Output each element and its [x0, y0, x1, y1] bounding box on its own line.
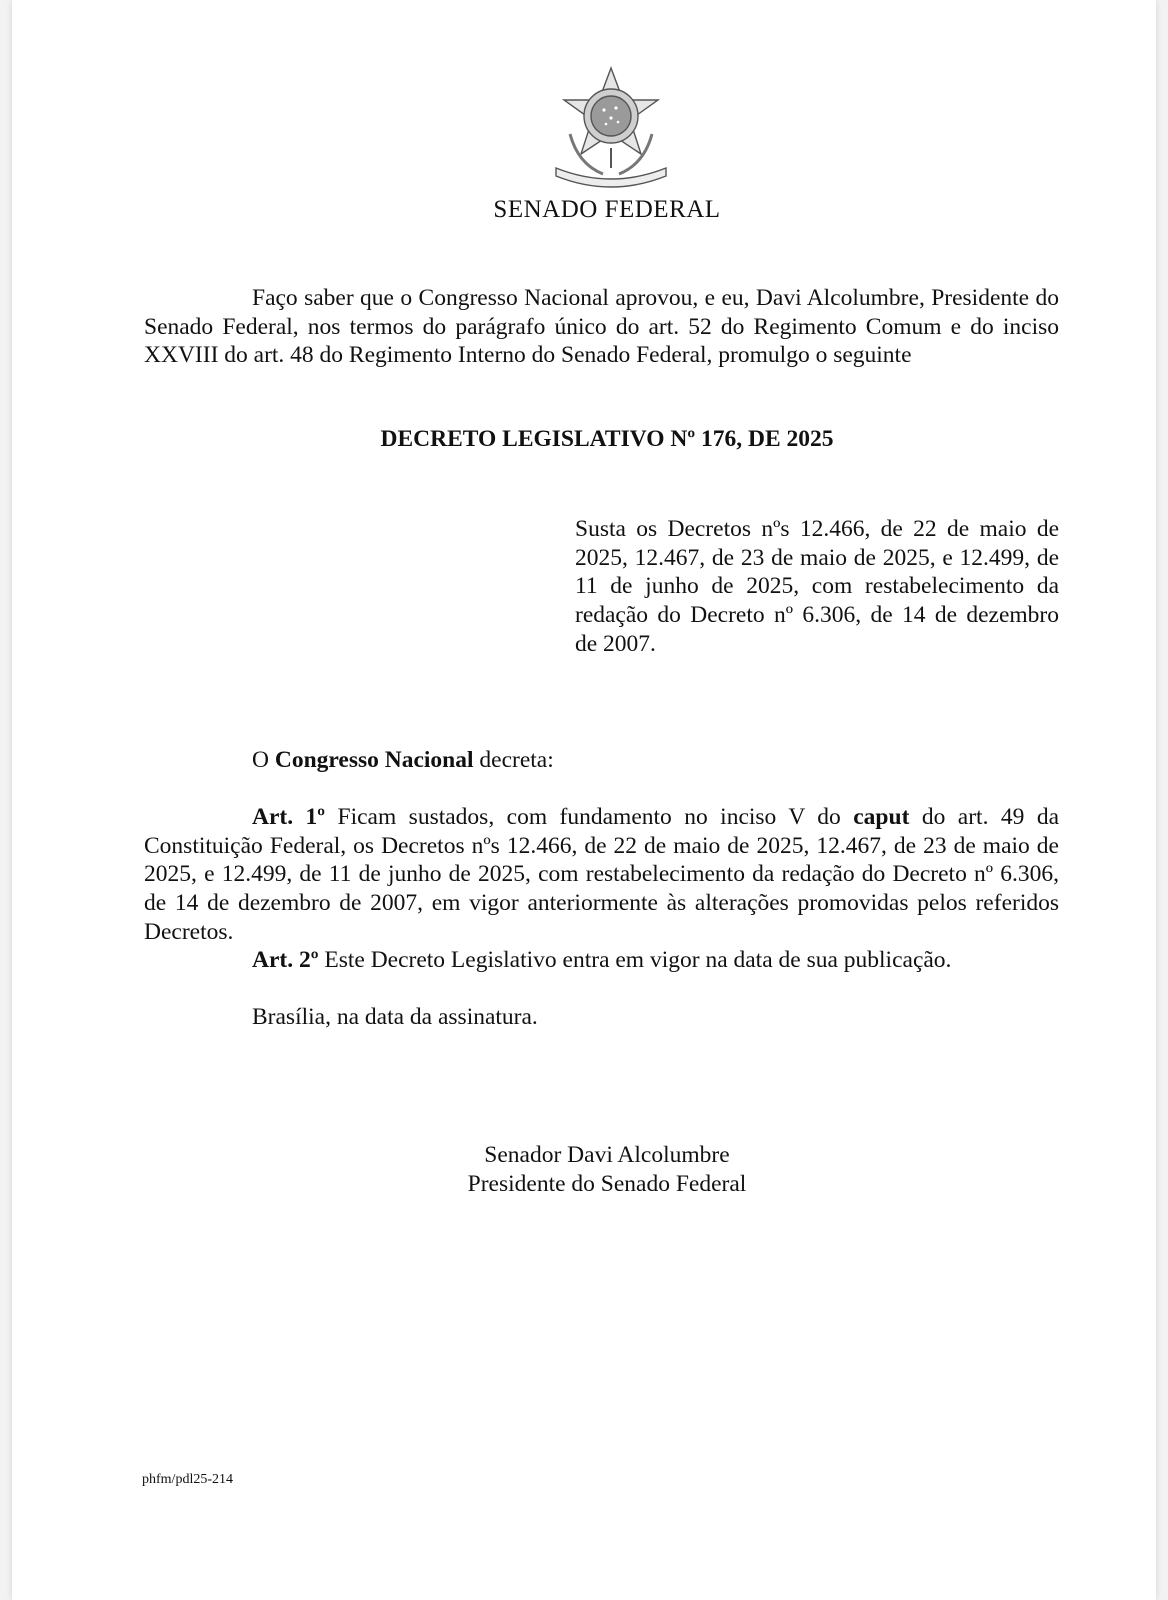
- article-2-text: Este Decreto Legislativo entra em vigor na data de sua publicação.: [318, 947, 952, 973]
- article-2-label: Art. 2º: [252, 947, 319, 973]
- article-1-text-a: Ficam sustados, com fundamento no inciso V do: [325, 804, 854, 830]
- decree-clause-prefix: O: [252, 747, 275, 773]
- decree-summary: Susta os Decretos nºs 12.466, de 22 de maio de 2025, 12.467, de 23 de maio de 2025, e 12.499, de 11 de junho de 2025, com restabelecimento da redação do Decreto nº 6.306, de 14 de dezembro de 2007.: [575, 516, 1059, 657]
- article-1-label: Art. 1º: [252, 804, 326, 830]
- document-page: [12, 0, 1156, 1600]
- signature-block: [342, 1141, 872, 1199]
- reference-code: phfm/pdl25-214: [142, 1472, 233, 1487]
- article-1-caput: caput: [853, 804, 910, 830]
- article-1: [144, 803, 1059, 947]
- coat-of-arms-icon: [548, 64, 674, 196]
- signatory-name: Senador Davi Alcolumbre: [484, 1142, 730, 1168]
- article-1-text-b: do art. 49 da Constituição Federal, os Decretos nºs 12.466, de 22 de maio de 2025, 12.467, de 23 de maio de 2025, e 12.499, de 11 de junho de 2025, com restabelecimento da redação do Decreto nº 6.306, de 14 de dezembro de 2007, em vigor anteriormente às alterações promovidas pelos referidos Decretos.: [144, 804, 1060, 945]
- decree-title: DECRETO LEGISLATIVO Nº 176, DE 2025: [380, 426, 834, 452]
- place-date: Brasília, na data da assinatura.: [252, 1004, 538, 1030]
- article-2: [252, 946, 951, 975]
- decree-clause-suffix: decreta:: [473, 747, 554, 773]
- promulgation-paragraph: Faço saber que o Congresso Nacional aprovou, e eu, Davi Alcolumbre, Presidente do Senado Federal, nos termos do parágrafo único do art. 52 do Regimento Comum e do inciso XXVIII do art. 48 do Regimento Interno do Senado Federal, promulgo o seguinte: [144, 285, 1059, 369]
- organization-heading: SENADO FEDERAL: [493, 196, 721, 223]
- decree-clause-congress: Congresso Nacional: [274, 747, 474, 773]
- signatory-role: Presidente do Senado Federal: [467, 1171, 747, 1197]
- decree-clause: [252, 746, 554, 775]
